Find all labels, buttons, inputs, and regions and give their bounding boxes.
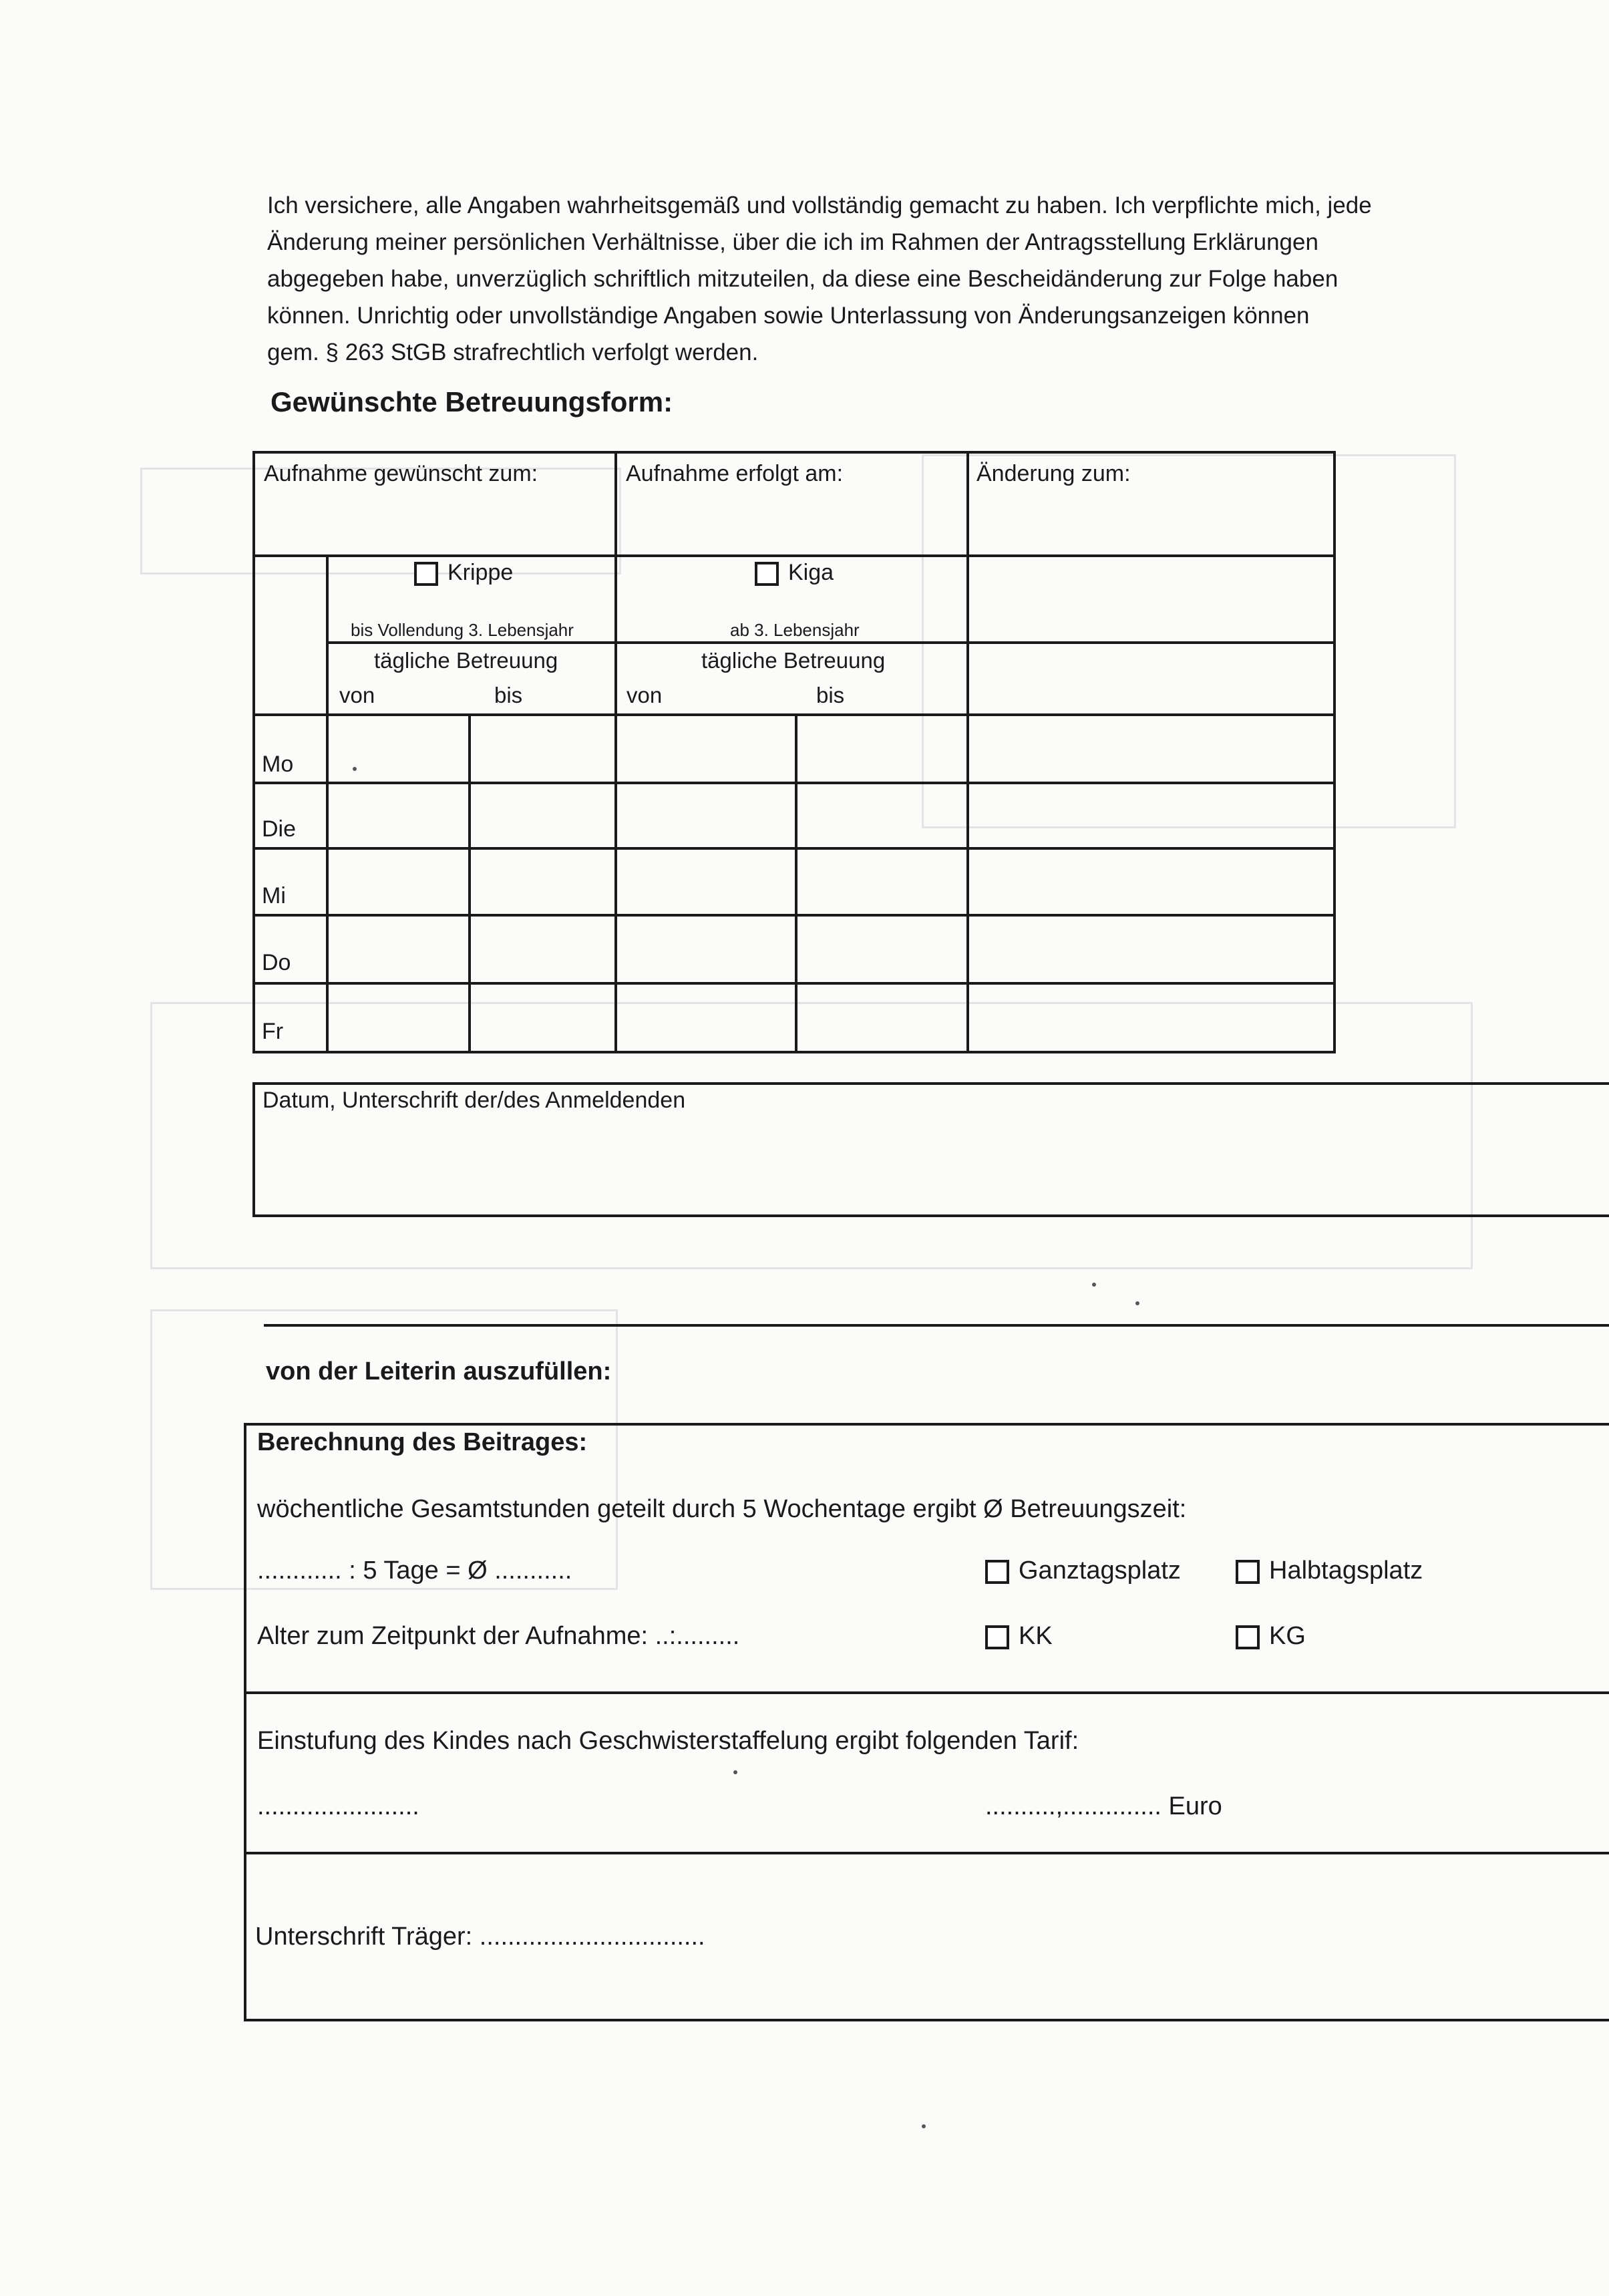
- applicant-signature-field[interactable]: [255, 1122, 1591, 1212]
- declaration-line: gem. § 263 StGB strafrechtlich verfolgt werden.: [267, 339, 759, 365]
- table-divider: [326, 554, 329, 1053]
- sibling-tariff-text: Einstufung des Kindes nach Geschwisterstaffelung ergibt folgenden Tarif:: [257, 1727, 1079, 1755]
- day-label-fr: Fr: [262, 1019, 284, 1044]
- scan-speck: [353, 767, 357, 771]
- krippe-to-label: bis: [494, 683, 523, 707]
- table-divider: [614, 451, 617, 1053]
- table-divider: [468, 713, 471, 1053]
- kk-checkbox[interactable]: [985, 1625, 1009, 1649]
- leader-box-border: [244, 2019, 1609, 2021]
- day-label-die: Die: [262, 816, 297, 842]
- scan-speck: [1135, 1301, 1139, 1305]
- declaration-line: können. Unrichtig oder unvollständige Angaben sowie Unterlassung von Änderungsanzeigen können: [267, 303, 1310, 329]
- kiga-label: Kiga: [788, 560, 834, 585]
- admission-desired-label: Aufnahme gewünscht zum:: [264, 461, 538, 486]
- table-divider: [252, 982, 1336, 985]
- applicant-signature-label: Datum, Unterschrift der/des Anmeldenden: [262, 1088, 686, 1113]
- contribution-calc-heading: Berechnung des Beitrages:: [257, 1428, 588, 1456]
- kk-label: KK: [1019, 1622, 1053, 1650]
- day-label-do: Do: [262, 950, 291, 975]
- carrier-signature-field[interactable]: Unterschrift Träger: ................................: [255, 1923, 705, 1951]
- declaration-line: Ich versichere, alle Angaben wahrheitsgemäß und vollständig gemacht zu haben. Ich verpflichte mich, jede: [267, 192, 1372, 218]
- kiga-option[interactable]: [755, 560, 834, 586]
- care-form-heading: Gewünschte Betreuungsform:: [271, 386, 673, 418]
- declaration-line: Änderung meiner persönlichen Verhältnisse, über die ich im Rahmen der Antragsstellung Erklärungen: [267, 229, 1318, 255]
- half-day-label: Halbtagsplatz: [1269, 1556, 1423, 1585]
- care-table: [252, 451, 1336, 1053]
- full-day-option[interactable]: [985, 1556, 1181, 1585]
- tariff-field[interactable]: .......................: [257, 1792, 419, 1820]
- kk-option[interactable]: [985, 1622, 1053, 1651]
- krippe-checkbox[interactable]: [414, 562, 438, 586]
- half-day-checkbox[interactable]: [1236, 1560, 1260, 1584]
- hours-formula[interactable]: ............ : 5 Tage = Ø ...........: [257, 1556, 572, 1585]
- half-day-option[interactable]: [1236, 1556, 1423, 1585]
- krippe-daily-care-label: tägliche Betreuung: [374, 648, 558, 673]
- kiga-daily-care-label: tägliche Betreuung: [701, 648, 886, 673]
- kiga-age-note: ab 3. Lebensjahr: [730, 620, 860, 640]
- signature-box-border: [252, 1082, 1609, 1085]
- leader-box-border: [244, 1691, 1609, 1694]
- kiga-checkbox[interactable]: [755, 562, 779, 586]
- kg-option[interactable]: [1236, 1622, 1306, 1651]
- declaration-paragraph: [267, 187, 1596, 371]
- kg-checkbox[interactable]: [1236, 1625, 1260, 1649]
- table-divider: [252, 847, 1336, 850]
- table-divider: [326, 641, 1336, 644]
- change-label: Änderung zum:: [976, 461, 1131, 486]
- scan-speck: [1092, 1283, 1096, 1287]
- weekly-hours-text: wöchentliche Gesamtstunden geteilt durch 5 Wochentage ergibt Ø Betreuungszeit:: [257, 1495, 1187, 1523]
- table-divider: [252, 782, 1336, 784]
- table-divider: [252, 554, 1336, 557]
- leader-box-border: [244, 1852, 1609, 1854]
- krippe-label: Krippe: [448, 560, 514, 585]
- section-separator: [264, 1324, 1609, 1327]
- table-divider: [252, 914, 1336, 917]
- leader-box-border: [244, 1423, 246, 2021]
- table-divider: [252, 713, 1336, 716]
- table-divider: [966, 451, 969, 1053]
- kiga-to-label: bis: [816, 683, 845, 707]
- day-label-mo: Mo: [262, 752, 294, 777]
- leader-section-heading: von der Leiterin auszufüllen:: [266, 1357, 612, 1385]
- krippe-from-label: von: [339, 683, 375, 707]
- admission-done-label: Aufnahme erfolgt am:: [626, 461, 844, 486]
- krippe-age-note: bis Vollendung 3. Lebensjahr: [351, 620, 574, 640]
- leader-box-border: [244, 1423, 1609, 1426]
- scan-speck: [733, 1770, 737, 1774]
- table-divider: [795, 713, 797, 1053]
- day-label-mi: Mi: [262, 883, 286, 909]
- scan-speck: [922, 2124, 926, 2128]
- age-at-admission-field[interactable]: Alter zum Zeitpunkt der Aufnahme: ..:.........: [257, 1622, 740, 1650]
- kiga-from-label: von: [627, 683, 663, 707]
- euro-amount-field[interactable]: ..........,.............. Euro: [985, 1792, 1222, 1820]
- full-day-label: Ganztagsplatz: [1019, 1556, 1181, 1585]
- krippe-option[interactable]: [414, 560, 513, 586]
- full-day-checkbox[interactable]: [985, 1560, 1009, 1584]
- signature-box-border: [252, 1214, 1609, 1217]
- declaration-line: abgegeben habe, unverzüglich schriftlich mitzuteilen, da diese eine Bescheidänderung zur Folge haben: [267, 266, 1338, 292]
- kg-label: KG: [1269, 1622, 1306, 1650]
